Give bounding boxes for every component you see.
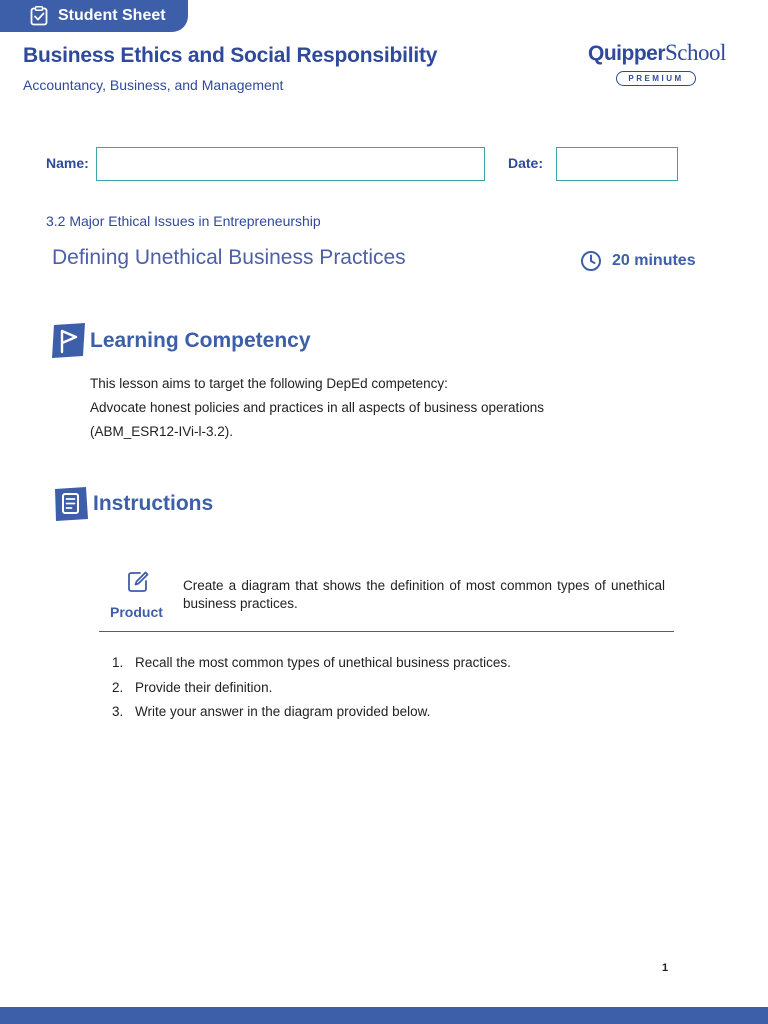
step-text: Provide their definition. bbox=[135, 679, 273, 695]
clock-icon bbox=[580, 250, 602, 272]
name-field[interactable] bbox=[96, 147, 485, 181]
product-description: Create a diagram that shows the definition of most common types of unethical business practices. bbox=[183, 578, 665, 611]
competency-line-3: (ABM_ESR12-IVi-l-3.2). bbox=[90, 424, 234, 439]
name-label: Name: bbox=[46, 155, 89, 171]
learning-competency-heading: Learning Competency bbox=[90, 329, 311, 352]
logo-word-regular: School bbox=[665, 40, 726, 65]
divider bbox=[99, 631, 674, 632]
subject-title: Business Ethics and Social Responsibility bbox=[23, 44, 438, 67]
instructions-heading: Instructions bbox=[93, 492, 214, 515]
step-number: 2. bbox=[112, 679, 124, 695]
list-item bbox=[112, 704, 511, 729]
date-field[interactable] bbox=[556, 147, 678, 181]
date-label: Date: bbox=[508, 155, 544, 171]
step-number: 3. bbox=[112, 704, 124, 719]
duration bbox=[580, 249, 696, 273]
step-text: Write your answer in the diagram provided below. bbox=[135, 704, 431, 719]
flag-icon bbox=[50, 322, 88, 360]
footer-bar bbox=[0, 1007, 768, 1024]
logo-premium-badge: PREMIUM bbox=[616, 71, 696, 86]
page-number: 1 bbox=[662, 962, 669, 974]
checklist-icon bbox=[30, 6, 48, 26]
logo-wordmark bbox=[588, 40, 726, 66]
document-icon bbox=[52, 485, 90, 523]
tab-label: Student Sheet bbox=[58, 7, 166, 24]
list-item bbox=[112, 680, 511, 705]
student-sheet-tab bbox=[0, 0, 188, 32]
product-label: Product bbox=[110, 604, 163, 620]
duration-label: 20 minutes bbox=[612, 252, 696, 269]
list-item bbox=[112, 655, 511, 680]
competency-line-1: This lesson aims to target the following DepEd competency: bbox=[90, 376, 448, 391]
instruction-steps bbox=[112, 655, 511, 729]
lesson-title: Defining Unethical Business Practices bbox=[52, 246, 406, 269]
step-text: Recall the most common types of unethical business practices. bbox=[135, 655, 511, 670]
section-reference: 3.2 Major Ethical Issues in Entrepreneurship bbox=[46, 213, 321, 229]
pencil-edit-icon bbox=[126, 570, 150, 594]
competency-line-2: Advocate honest policies and practices in all aspects of business operations bbox=[90, 400, 545, 415]
track-name: Accountancy, Business, and Management bbox=[23, 77, 284, 93]
step-number: 1. bbox=[112, 655, 124, 670]
quipper-school-logo bbox=[586, 40, 736, 90]
logo-word-bold: Quipper bbox=[588, 42, 666, 65]
